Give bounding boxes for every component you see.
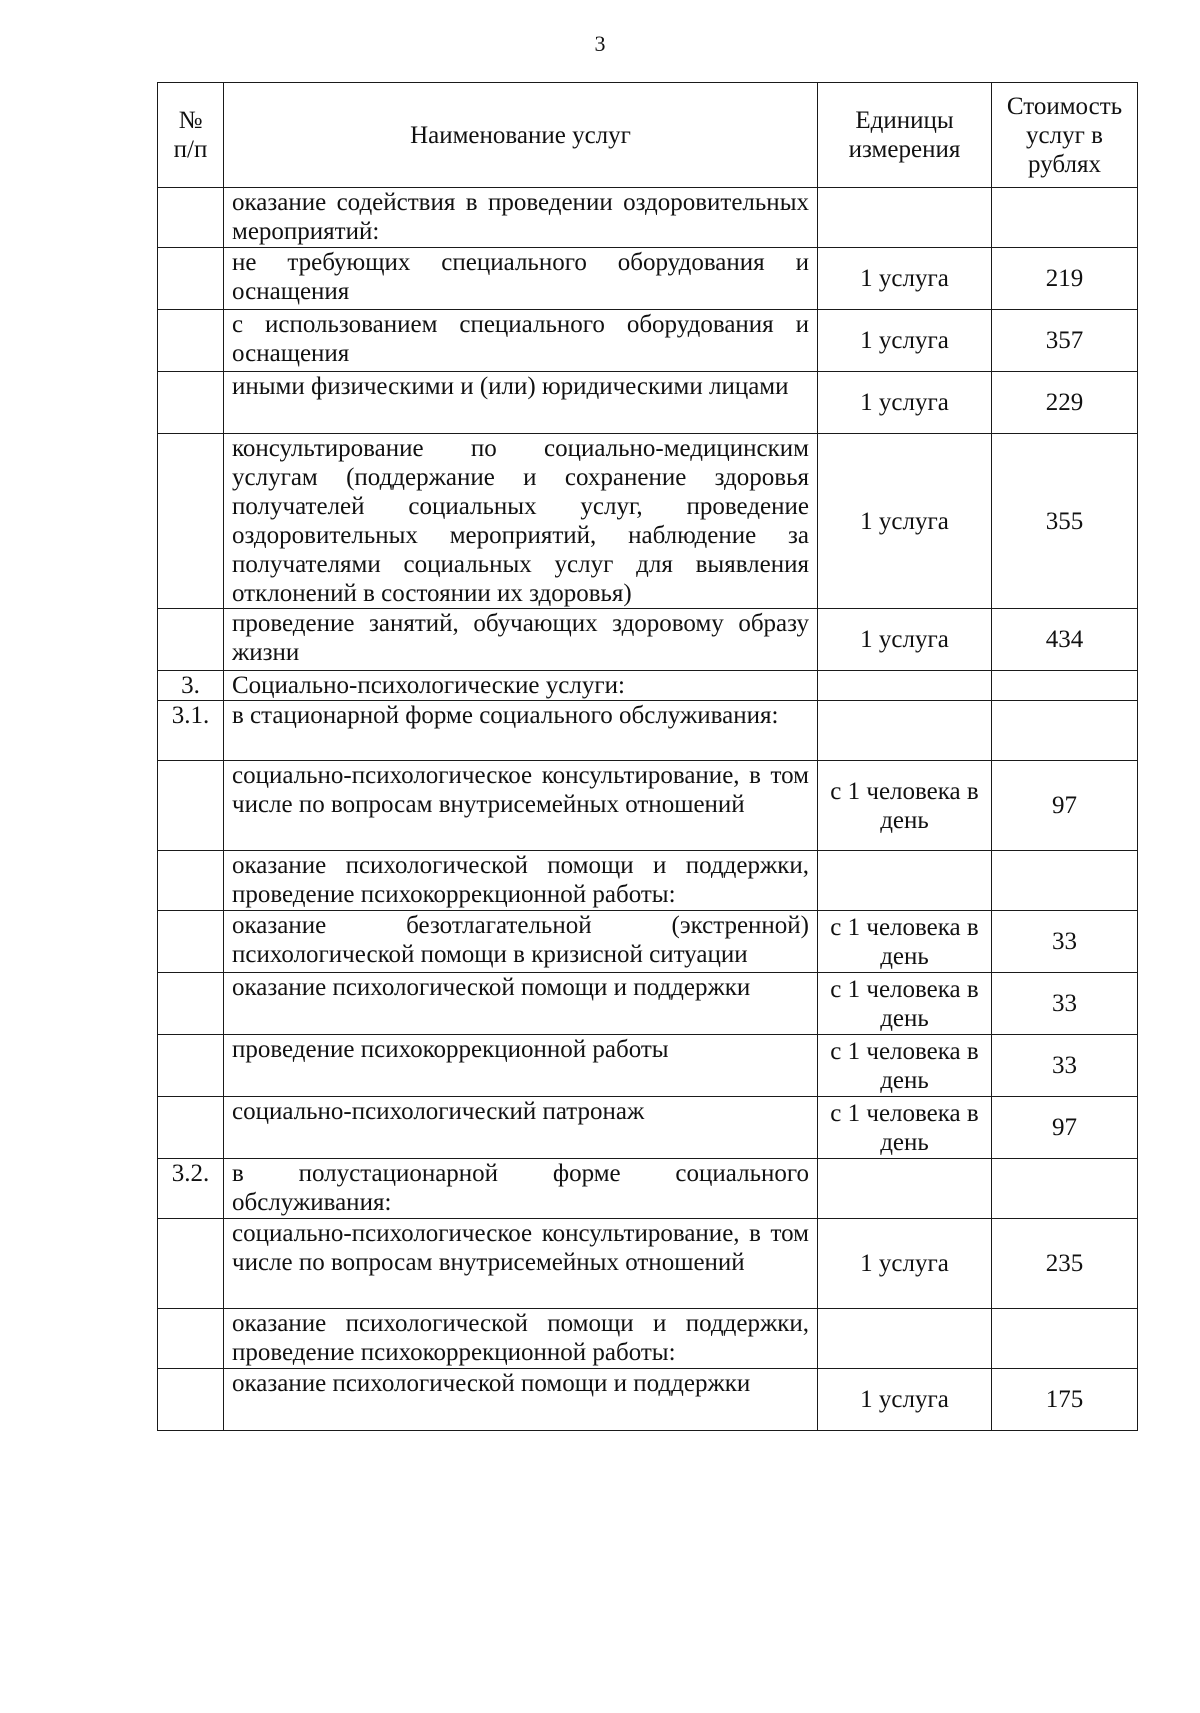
- unit-of-measure: с 1 человека в день: [818, 1097, 992, 1159]
- row-number: [158, 248, 224, 310]
- unit-of-measure: [818, 671, 992, 701]
- service-price: 219: [992, 248, 1138, 310]
- service-price: [992, 188, 1138, 248]
- row-number: [158, 973, 224, 1035]
- service-price: 33: [992, 1035, 1138, 1097]
- unit-of-measure: [818, 1309, 992, 1369]
- service-name: оказание безотлагательной (экстренной) психологической помощи в кризисной ситуации: [224, 911, 818, 973]
- unit-of-measure: с 1 человека в день: [818, 1035, 992, 1097]
- row-number: 3.1.: [158, 701, 224, 761]
- service-name: не требующих специального оборудования и оснащения: [224, 248, 818, 310]
- service-name: оказание психологической помощи и поддержки, проведение психокоррекционной работы:: [224, 851, 818, 911]
- table-row: [158, 248, 1138, 310]
- header-service-name: Наименование услуг: [224, 83, 818, 188]
- table-row: [158, 1309, 1138, 1369]
- service-price: [992, 1159, 1138, 1219]
- row-number: [158, 372, 224, 434]
- row-number: [158, 310, 224, 372]
- row-number: [158, 188, 224, 248]
- service-price: [992, 701, 1138, 761]
- service-name: консультирование по социально-медицинским услугам (поддержание и сохранение здоровья получателей социальных услуг, проведение оздоровительных мероприятий, наблюдение за получателями социальных услуг для выявления отклонений в состоянии их здоровья): [224, 434, 818, 609]
- unit-of-measure: с 1 человека в день: [818, 973, 992, 1035]
- table-header-row: [158, 83, 1138, 188]
- service-price: 235: [992, 1219, 1138, 1309]
- table-row: [158, 434, 1138, 609]
- table-row: [158, 1097, 1138, 1159]
- table-row: [158, 1159, 1138, 1219]
- service-price: 97: [992, 761, 1138, 851]
- row-number: 3.: [158, 671, 224, 701]
- service-name: оказание психологической помощи и поддержки: [224, 1369, 818, 1431]
- header-price: Стоимость услуг в рублях: [992, 83, 1138, 188]
- unit-of-measure: [818, 701, 992, 761]
- unit-of-measure: 1 услуга: [818, 310, 992, 372]
- service-name: в стационарной форме социального обслуживания:: [224, 701, 818, 761]
- service-price: 175: [992, 1369, 1138, 1431]
- row-number: [158, 609, 224, 671]
- table-row: [158, 701, 1138, 761]
- service-name: социально-психологическое консультирование, в том числе по вопросам внутрисемейных отношений: [224, 761, 818, 851]
- service-name: в полустационарной форме социального обслуживания:: [224, 1159, 818, 1219]
- service-name: социально-психологическое консультирование, в том числе по вопросам внутрисемейных отношений: [224, 1219, 818, 1309]
- table-body: [158, 188, 1138, 1431]
- row-number: [158, 1369, 224, 1431]
- service-price: 355: [992, 434, 1138, 609]
- service-name: иными физическими и (или) юридическими лицами: [224, 372, 818, 434]
- service-name: Социально-психологические услуги:: [224, 671, 818, 701]
- service-price: 33: [992, 973, 1138, 1035]
- service-price: 434: [992, 609, 1138, 671]
- row-number: [158, 1097, 224, 1159]
- unit-of-measure: 1 услуга: [818, 372, 992, 434]
- table-row: [158, 609, 1138, 671]
- unit-of-measure: 1 услуга: [818, 248, 992, 310]
- row-number: 3.2.: [158, 1159, 224, 1219]
- table-row: [158, 310, 1138, 372]
- table-row: [158, 188, 1138, 248]
- service-price: 33: [992, 911, 1138, 973]
- service-price: 97: [992, 1097, 1138, 1159]
- service-name: социально-психологический патронаж: [224, 1097, 818, 1159]
- service-price: 357: [992, 310, 1138, 372]
- header-number: № п/п: [158, 83, 224, 188]
- row-number: [158, 1035, 224, 1097]
- service-name: с использованием специального оборудования и оснащения: [224, 310, 818, 372]
- row-number: [158, 434, 224, 609]
- unit-of-measure: 1 услуга: [818, 1219, 992, 1309]
- table-row: [158, 1219, 1138, 1309]
- service-name: проведение психокоррекционной работы: [224, 1035, 818, 1097]
- unit-of-measure: 1 услуга: [818, 434, 992, 609]
- service-name: оказание психологической помощи и поддержки, проведение психокоррекционной работы:: [224, 1309, 818, 1369]
- service-name: проведение занятий, обучающих здоровому образу жизни: [224, 609, 818, 671]
- services-price-table: [157, 82, 1138, 1431]
- unit-of-measure: [818, 188, 992, 248]
- service-name: оказание психологической помощи и поддержки: [224, 973, 818, 1035]
- table-row: [158, 973, 1138, 1035]
- page-number: 3: [594, 31, 606, 56]
- table-row: [158, 1035, 1138, 1097]
- unit-of-measure: [818, 851, 992, 911]
- unit-of-measure: с 1 человека в день: [818, 911, 992, 973]
- unit-of-measure: с 1 человека в день: [818, 761, 992, 851]
- service-price: [992, 671, 1138, 701]
- unit-of-measure: 1 услуга: [818, 1369, 992, 1431]
- row-number: [158, 851, 224, 911]
- table-row: [158, 671, 1138, 701]
- row-number: [158, 1309, 224, 1369]
- table-row: [158, 911, 1138, 973]
- unit-of-measure: 1 услуга: [818, 609, 992, 671]
- table-row: [158, 761, 1138, 851]
- service-price: 229: [992, 372, 1138, 434]
- row-number: [158, 1219, 224, 1309]
- service-name: оказание содействия в проведении оздоровительных мероприятий:: [224, 188, 818, 248]
- row-number: [158, 911, 224, 973]
- unit-of-measure: [818, 1159, 992, 1219]
- header-unit: Единицы измерения: [818, 83, 992, 188]
- service-price: [992, 851, 1138, 911]
- service-price: [992, 1309, 1138, 1369]
- table-row: [158, 1369, 1138, 1431]
- table-row: [158, 372, 1138, 434]
- row-number: [158, 761, 224, 851]
- table-row: [158, 851, 1138, 911]
